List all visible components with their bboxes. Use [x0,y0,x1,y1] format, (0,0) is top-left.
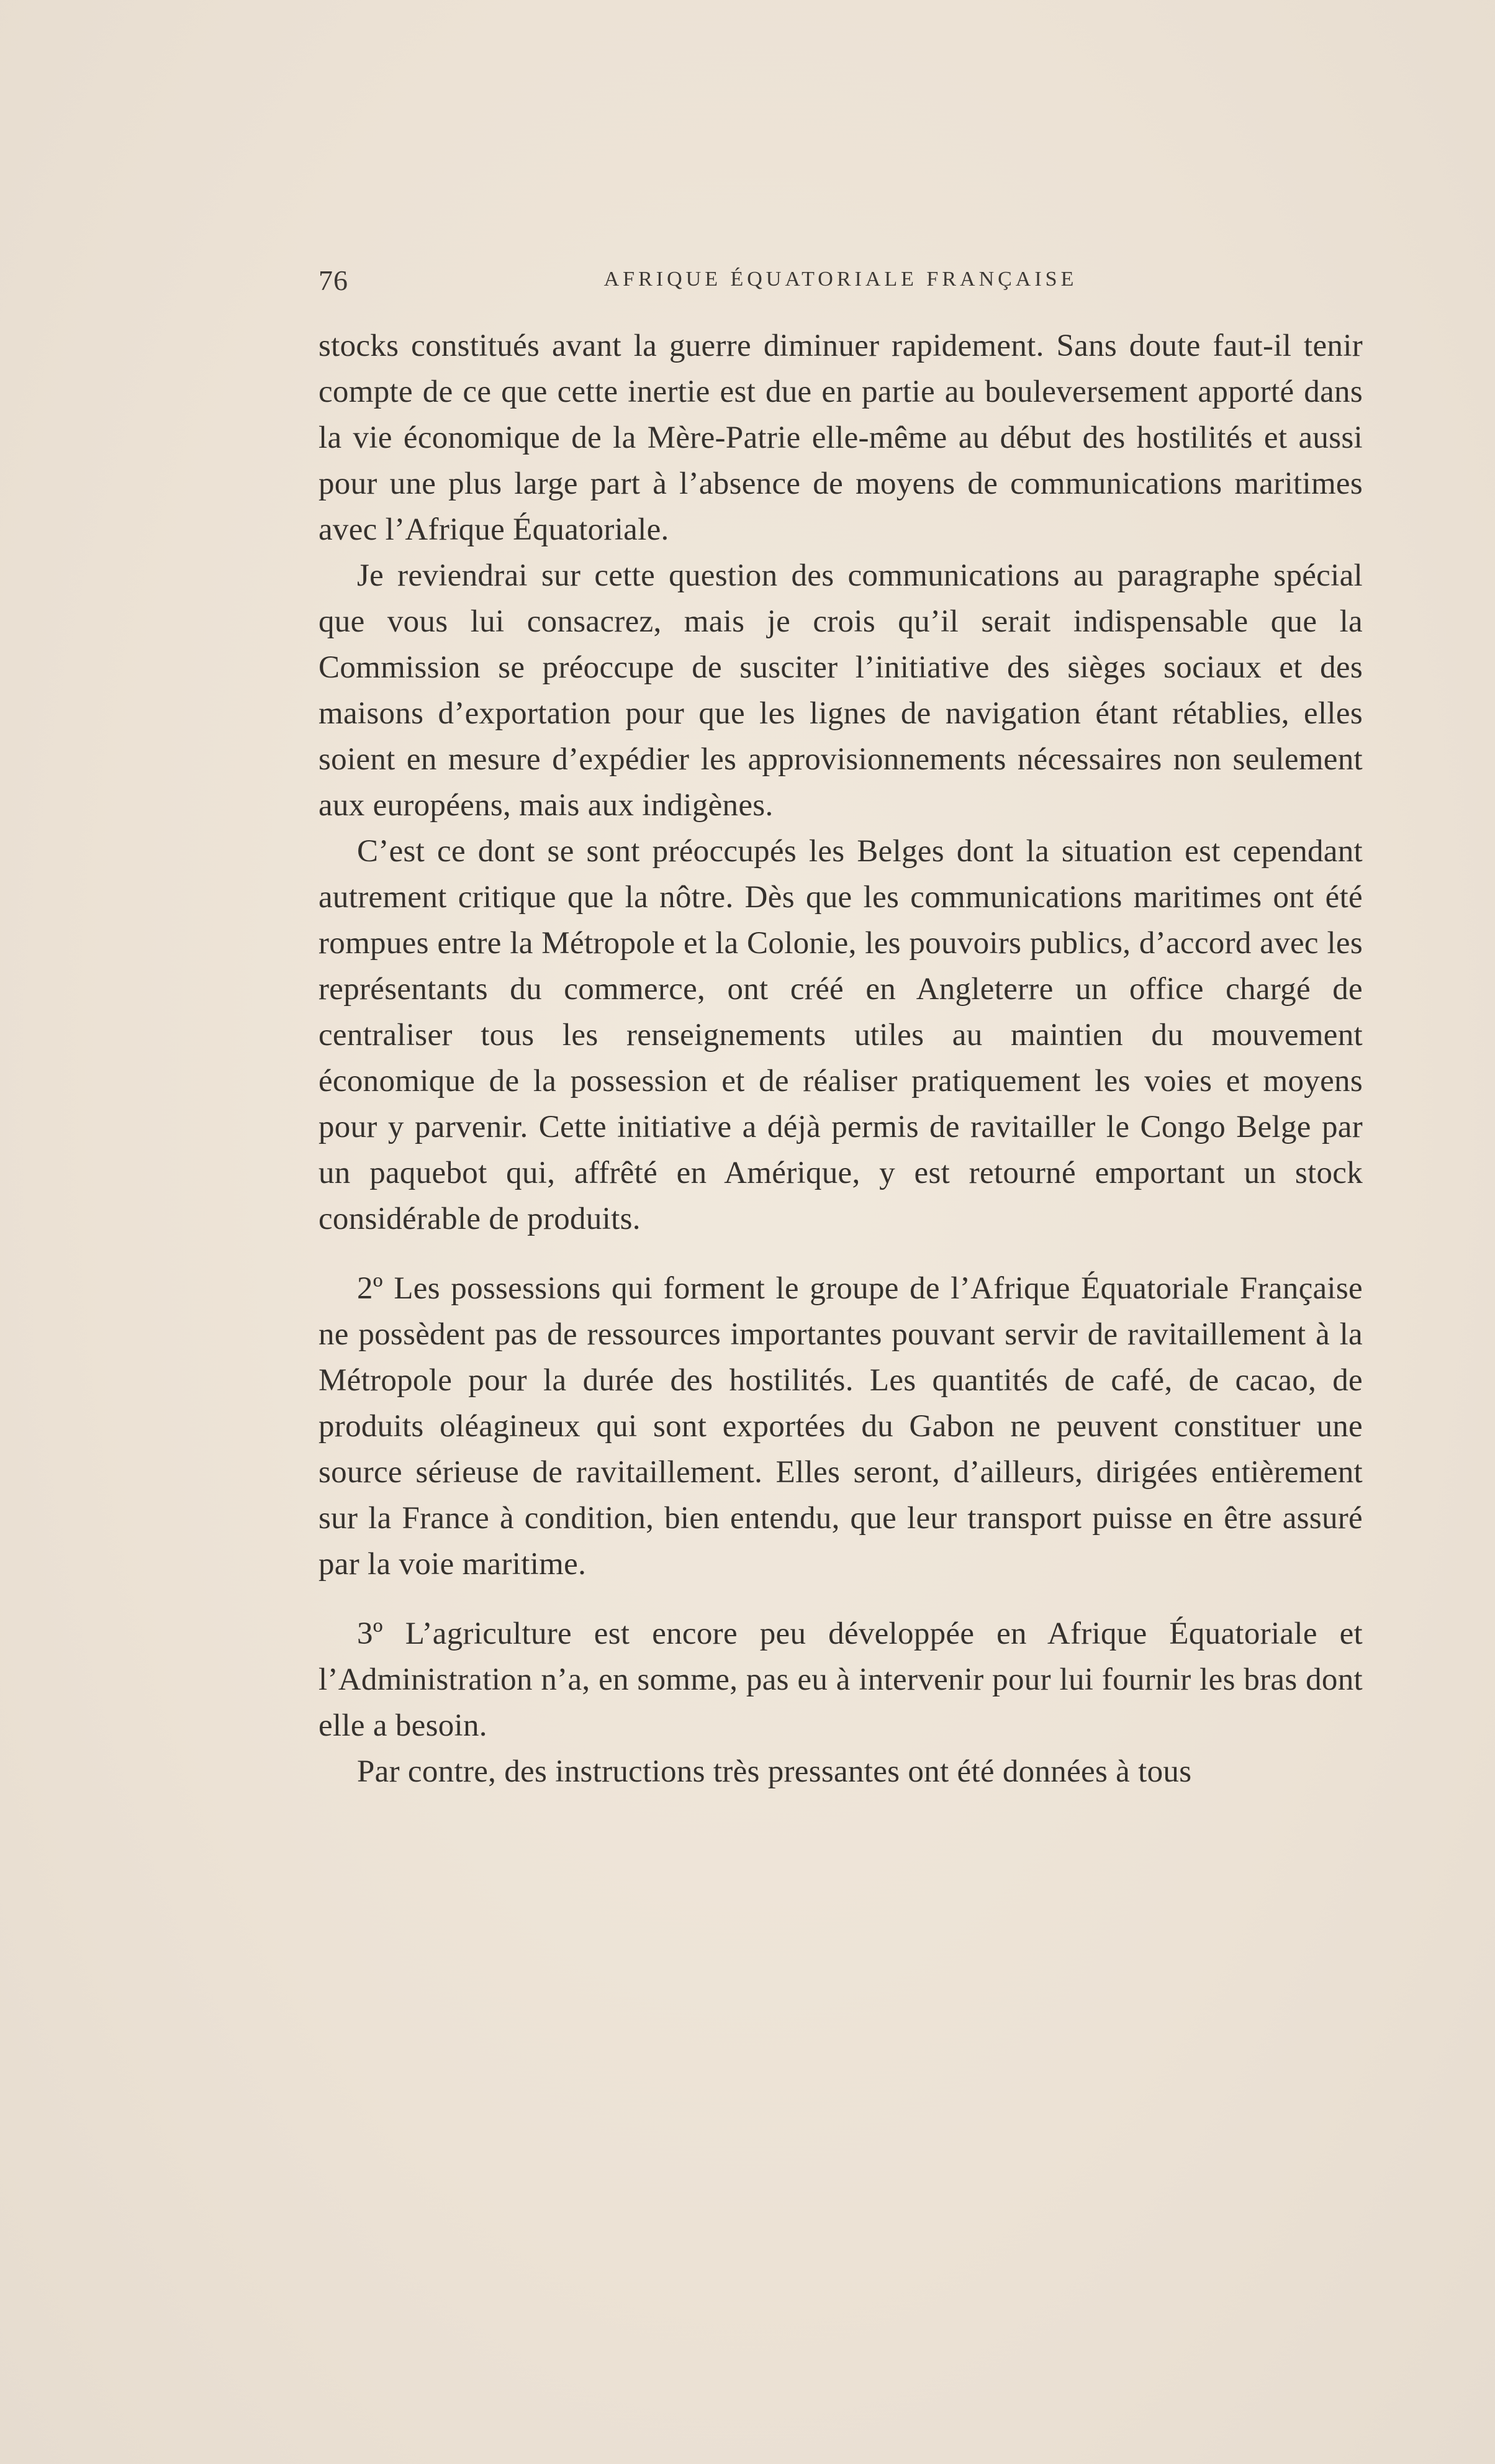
paragraph-communications: Je reviendrai sur cette question des communications au paragraphe spécial que vous lui consacrez, mais je crois qu’il serait indispensable que la Commission se préoccupe de susciter l’initiative des sièges sociaux et des maisons d’exportation pour que les lignes de navigation étant rétablies, elles soient en mesure d’expédier les approvisionnements nécessaires non seulement aux européens, mais aux indigènes. [318,558,1363,823]
paragraph-point-3: 3º L’agriculture est encore peu développée en Afrique Équatoriale et l’Administration n’a, en somme, pas eu à intervenir pour lui fournir les bras dont elle a besoin. [318,1616,1363,1743]
page-number: 76 [318,265,348,296]
paragraph-point-2: 2º Les possessions qui forment le groupe de l’Afrique Équatoriale Française ne possèdent pas de ressources importantes pouvant servir de ravitaillement à la Métropole pour la durée des hostilités. Les quantités de café, de cacao, de produits oléagineux qui sont exportées du Gabon ne peuvent constituer une source sérieuse de ravitaillement. Elles seront, d’ailleurs, dirigées entièrement sur la France à condition, bien entendu, que leur transport puisse en être assuré par la voie maritime. [318,1271,1363,1582]
page-header [318,264,1363,301]
paragraph-par-contre: Par contre, des instructions très pressantes ont été données à tous [357,1754,1192,1789]
paragraph-stocks: stocks constitués avant la guerre diminuer rapidement. Sans doute faut-il tenir compte de ce que cette inertie est due en partie au bouleversement apporté dans la vie économique de la Mère-Patrie elle-même au début des hostilités et aussi pour une plus large part à l’absence de moyens de communications maritimes avec l’Afrique Équatoriale. [318,328,1363,547]
running-title: AFRIQUE ÉQUATORIALE FRANÇAISE [603,268,1078,291]
paragraph-belges: C’est ce dont se sont préoccupés les Belges dont la situation est cependant autrement critique que la nôtre. Dès que les communications maritimes ont été rompues entre la Métropole et la Colonie, les pouvoirs publics, d’accord avec les représentants du commerce, ont créé en Angleterre un office chargé de centraliser tous les renseignements utiles au maintien du mouvement économique de la possession et de réaliser pratiquement les voies et moyens pour y parvenir. Cette initiative a déjà permis de ravitailler le Congo Belge par un paquebot qui, affrêté en Amérique, y est retourné emportant un stock considérable de produits. [318,834,1363,1236]
body-text [318,323,1363,1795]
